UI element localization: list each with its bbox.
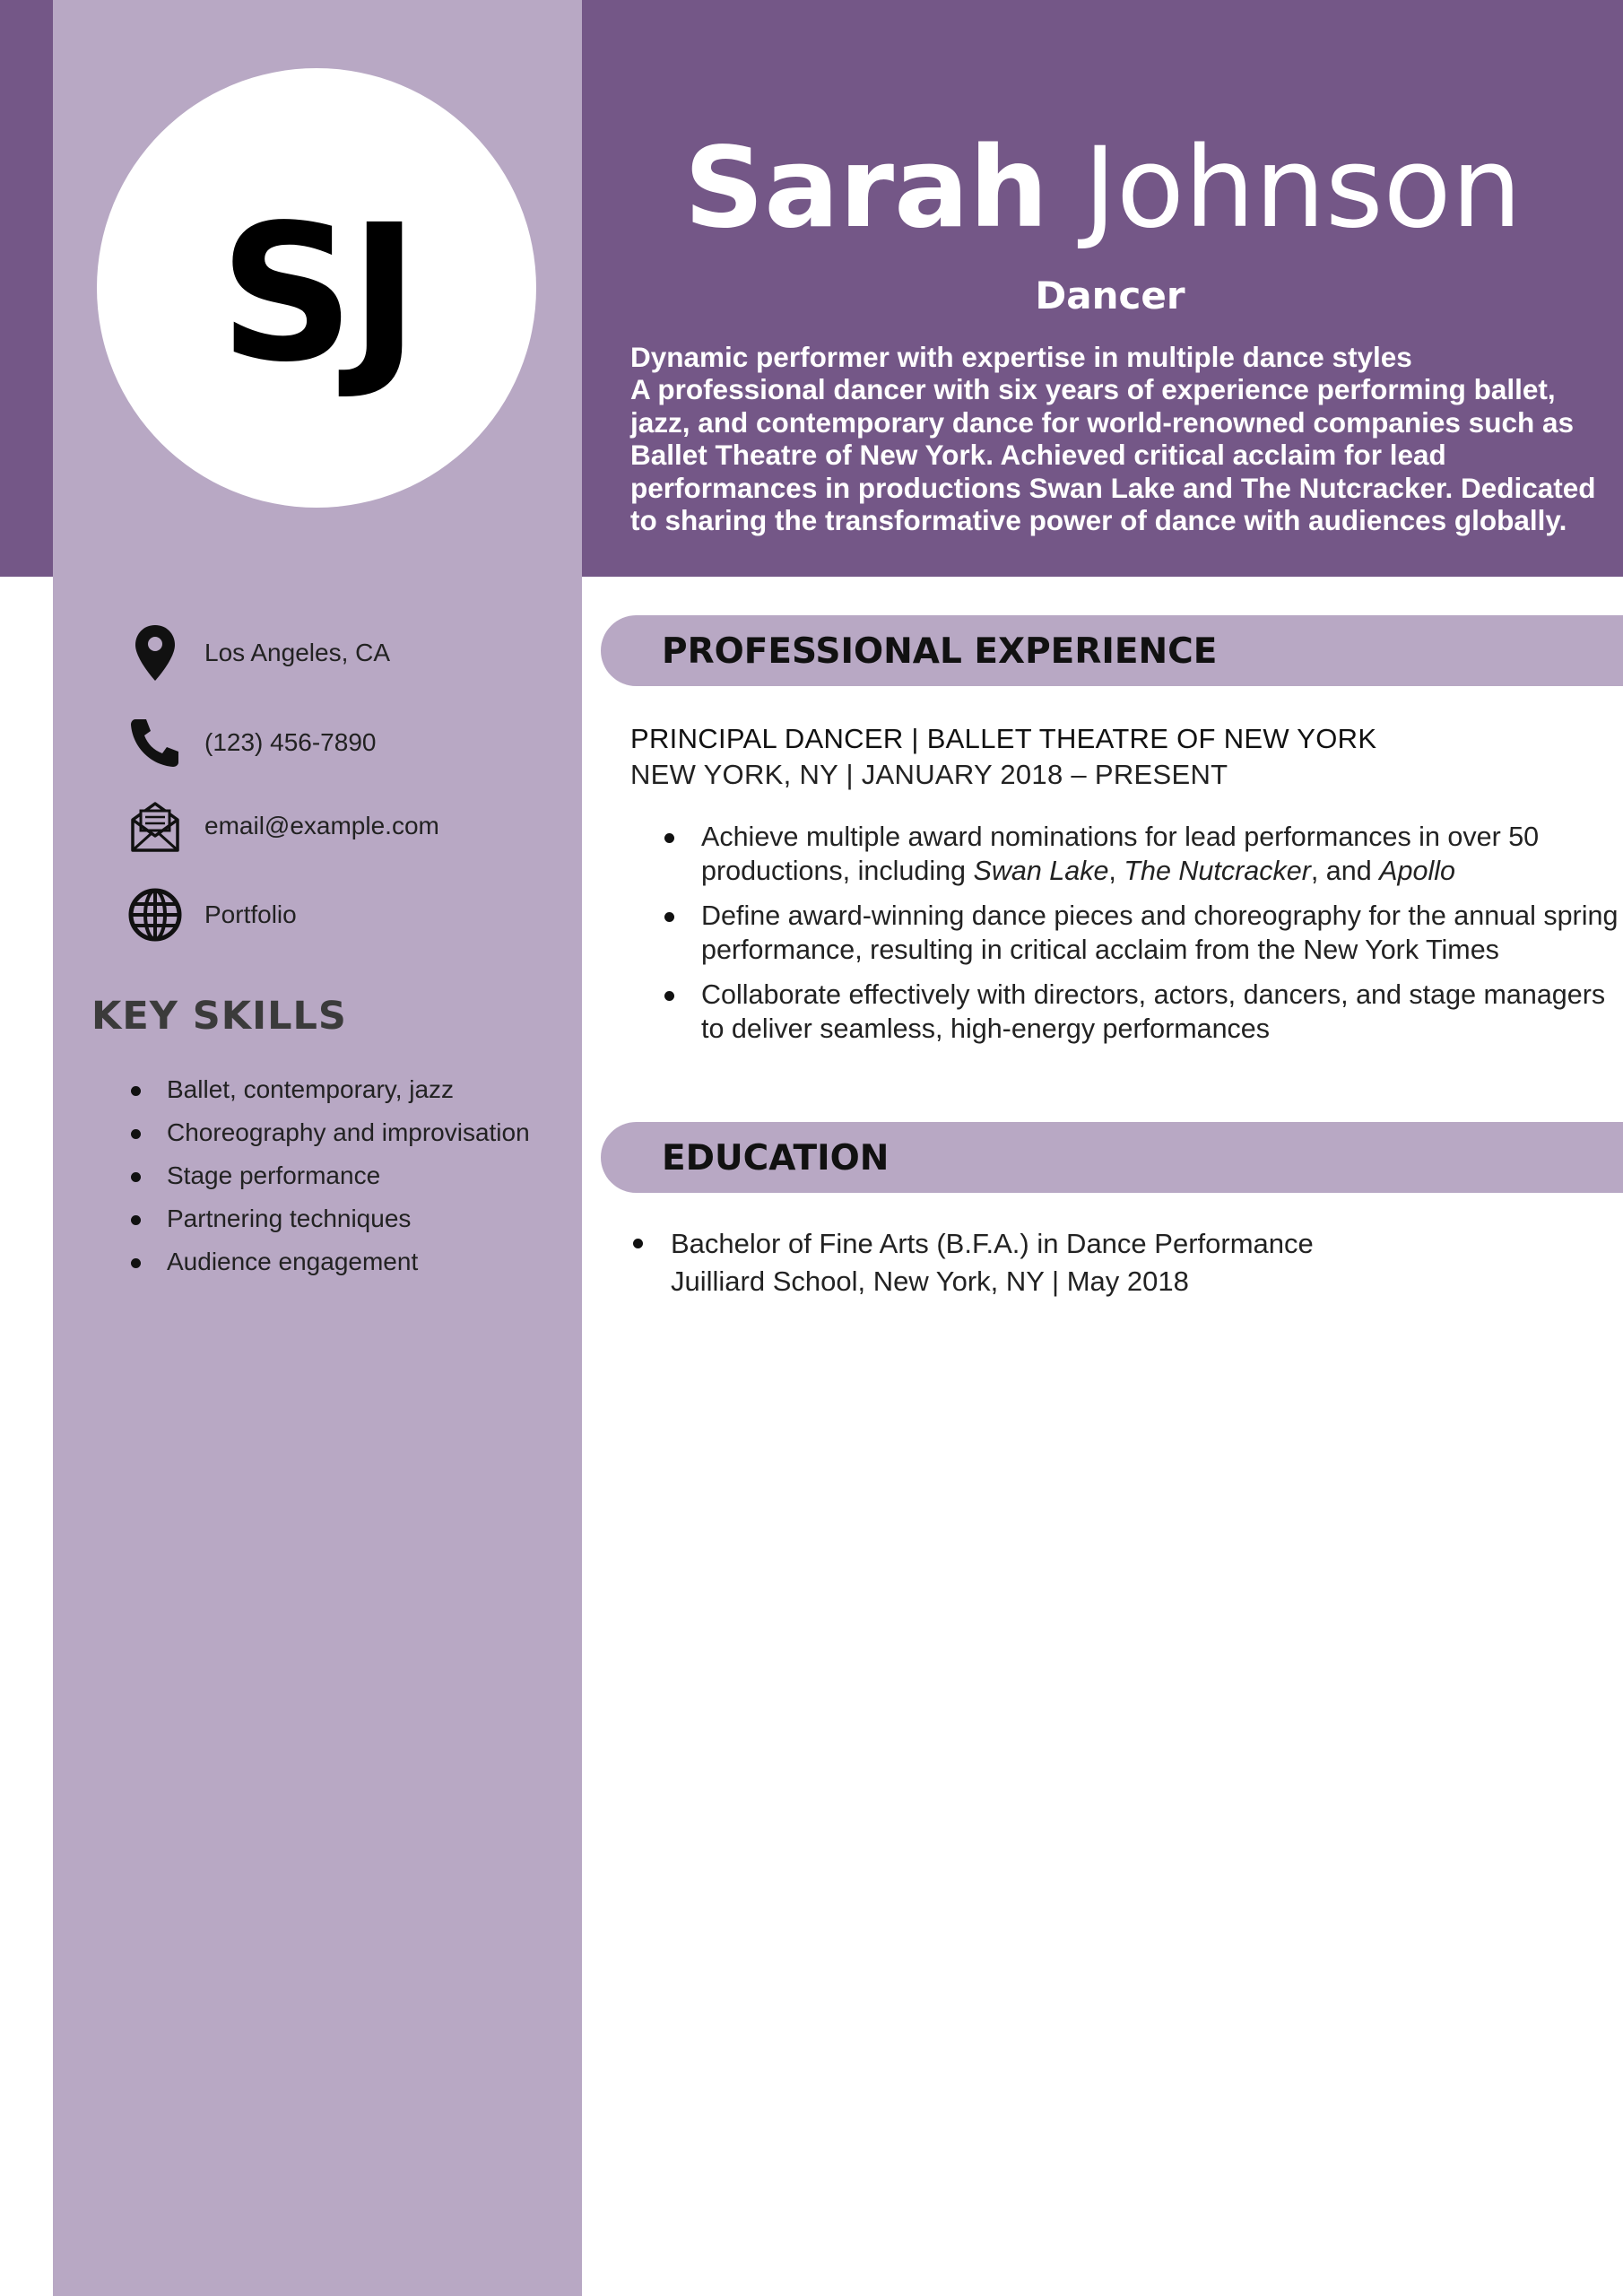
candidate-name [583, 126, 1623, 251]
first-name: Sarah [683, 124, 1048, 253]
portfolio-link[interactable]: Portfolio [204, 900, 297, 928]
experience-heading: PROFESSIONAL EXPERIENCE [662, 631, 1218, 672]
mail-icon [124, 795, 187, 857]
skills-list [124, 1074, 545, 1290]
skill-item: Choreography and improvisation [124, 1118, 545, 1148]
experience-bullet: Collaborate effectively with directors, actors, dancers, and stage managers to deliver seamless, high-energy performances [662, 978, 1621, 1046]
skill-item: Audience engagement [124, 1247, 545, 1277]
location-pin-icon [124, 622, 187, 684]
skill-item: Partnering techniques [124, 1204, 545, 1234]
experience-section-bar [601, 615, 1623, 686]
monogram-circle [97, 68, 536, 508]
contact-location [124, 622, 390, 684]
experience-bullets [662, 820, 1621, 1057]
contact-phone [124, 711, 376, 774]
summary-line: performances in productions Swan Lake and The Nutcracker. Dedicated [630, 471, 1596, 504]
skill-item: Ballet, contemporary, jazz [124, 1074, 545, 1105]
summary-line: to sharing the transformative power of dance with audiences globally. [630, 504, 1567, 537]
education-entry [630, 1225, 1617, 1300]
contact-email [124, 795, 439, 857]
job-role: PRINCIPAL DANCER | BALLET THEATRE OF NEW YORK [630, 723, 1377, 754]
education-school: Juilliard School, New York, NY | May 2018 [671, 1265, 1189, 1297]
summary-line: jazz, and contemporary dance for world-renowned companies such as [630, 405, 1574, 439]
location-text: Los Angeles, CA [204, 639, 391, 666]
education-section-bar [601, 1122, 1623, 1193]
summary-line: A professional dancer with six years of experience performing ballet, [630, 373, 1556, 406]
last-name: Johnson [1083, 124, 1523, 253]
education-degree: Bachelor of Fine Arts (B.F.A.) in Dance Performance [671, 1228, 1314, 1259]
phone-text: (123) 456-7890 [204, 728, 377, 756]
globe-icon [124, 883, 187, 946]
skill-item: Stage performance [124, 1161, 545, 1191]
education-heading: EDUCATION [662, 1138, 890, 1178]
summary-line: Ballet Theatre of New York. Achieved critical acclaim for lead [630, 439, 1446, 472]
skills-heading: KEY SKILLS [91, 994, 347, 1039]
monogram: SJ [219, 183, 414, 404]
job-location-dates: NEW YORK, NY | JANUARY 2018 – PRESENT [630, 759, 1228, 790]
summary [630, 341, 1617, 536]
bullet-dot [633, 1239, 643, 1248]
job-title: Dancer [1035, 274, 1185, 317]
experience-bullet: Achieve multiple award nominations for lead performances in over 50 productions, including Swan Lake, The Nutcracker, and Apollo [662, 820, 1621, 888]
phone-icon [124, 711, 187, 774]
experience-bullet: Define award-winning dance pieces and choreography for the annual spring performance, resulting in critical acclaim from the New York Times [662, 899, 1621, 967]
summary-line: Dynamic performer with expertise in multiple dance styles [630, 341, 1412, 373]
contact-portfolio [124, 883, 297, 946]
email-text: email@example.com [204, 812, 439, 839]
